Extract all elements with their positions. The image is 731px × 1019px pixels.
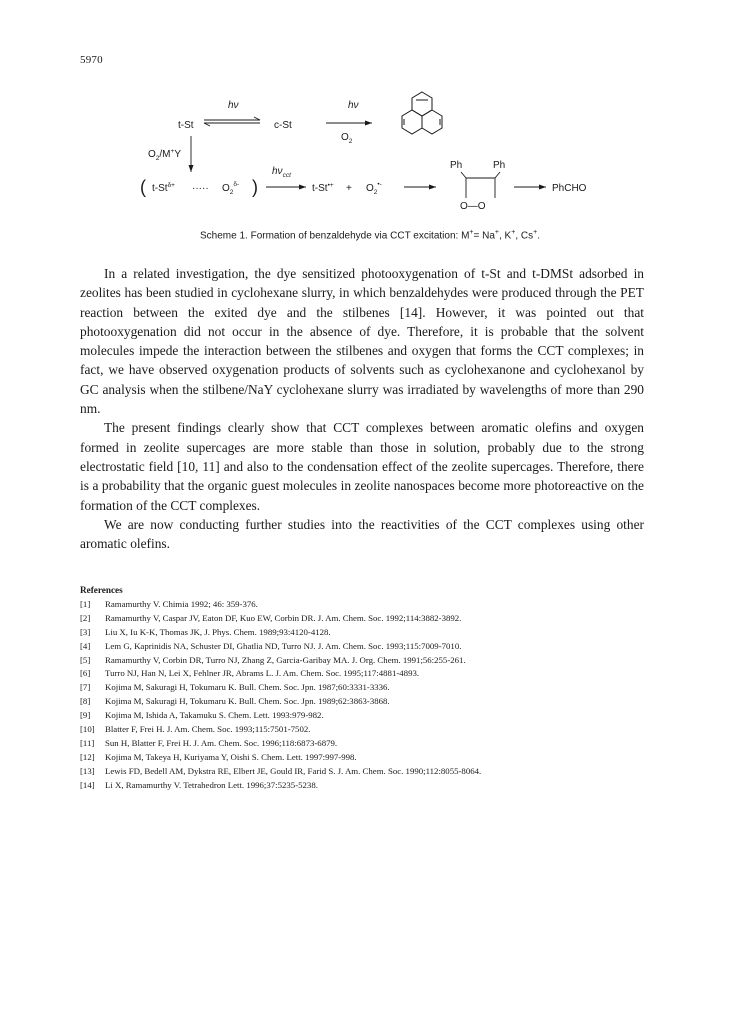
reference-item: [13] Lewis FD, Bedell AM, Dykstra RE, Elbert JE, Gould IR, Farid S. J. Am. Chem. Soc. 1990;112:8055-8064. [80,765,482,776]
reference-item: [4] Lem G, Kaprinidis NA, Schuster DI, Ghatlia ND, Turro NJ. J. Am. Chem. Soc. 1993;115:7009-7010. [80,640,462,651]
reference-item: [5] Ramamurthy V, Corbin DR, Turro NJ, Zhang Z, Garcia-Garibay MA. J. Org. Chem. 1991;56:255-261. [80,654,466,665]
paragraph-3: We are now conducting further studies into the reactivities of the CCT complexes using other aromatic olefins. [80,516,644,552]
paragraph-1: In a related investigation, the dye sensitized photooxygenation of t-St and t-DMSt adsorbed in zeolites has been studied in cyclohexane slurry, in which benzaldehydes were produced through the PET reaction between the exited dye and the stilbenes [14]. However, it was pointed out that photooxygenation did not occur in the absence of dye. Therefore, it is probable that the solvent molecules impede the interaction between the stilbenes and oxygen that forms the CCT complexes; in fact, we have observed oxygenation products of solvents such as cyclohexanone and cyclohexanol by GC analysis when the stilbene/NaY cyclohexane slurry was irradiated by wavelengths of more than 290 nm. [80,266,644,417]
reference-item: [1] Ramamurthy V. Chimia 1992; 46: 359-376. [80,598,258,609]
reference-item: [12] Kojima M, Takeya H, Kuriyama Y, Oishi S. Chem. Lett. 1997:997-998. [80,751,357,762]
dioxetane-oxygens: O—O [460,201,486,212]
reference-item: [9] Kojima M, Ishida A, Takamuku S. Chem. Lett. 1993:979-982. [80,710,324,721]
zeolite-label: $O_2/M^+Y$ [148,148,181,162]
o2-label-1: $O_2$ [341,132,353,145]
t-st-label: t-St [178,120,194,131]
body-text [80,264,644,553]
reference-item: [14] Li X, Ramamurthy V. Tetrahedron Lett. 1996;37:5235-5238. [80,779,318,790]
close-paren: ) [252,177,258,197]
reference-item: [2] Ramamurthy V, Caspar JV, Eaton DF, Kuo EW, Corbin DR. J. Am. Chem. Soc. 1992;114:3882-3892. [80,612,462,623]
complex-o2: $O_2^{\delta-}$ [222,181,240,196]
complex-dots: ····· [192,183,209,194]
ph-right-label: Ph [493,160,506,171]
product-label: PhCHO [552,183,587,194]
reference-item: [8] Kojima M, Sakuragi H, Tokumaru K. Bull. Chem. Soc. Jpn. 1989;62:3863-3868. [80,696,390,707]
hv-label-1: hν [228,100,239,111]
page-number: 5970 [80,54,103,66]
open-paren: ( [140,177,146,197]
phenanthrene-structure [402,92,442,134]
reaction-scheme [130,92,610,252]
reference-item: [6] Turro NJ, Han N, Lei X, Fehlner JR, Abrams L. J. Am. Chem. Soc. 1995;117:4881-4893. [80,668,420,679]
complex-t-st: $t-St^{\delta+}$ [152,182,175,194]
reference-item: [3] Liu X, Iu K-K, Thomas JK, J. Phys. Chem. 1989;93:4120-4128. [80,626,331,637]
ph-left-label: Ph [450,160,463,171]
references-heading: References [80,585,123,595]
radical-t-st: t-St•+ [312,182,334,194]
reference-item: [7] Kojima M, Sakuragi H, Tokumaru K. Bull. Chem. Soc. Jpn. 1987;60:3331-3336. [80,682,390,693]
reference-item: [10] Blatter F, Frei H. J. Am. Chem. Soc. 1993;115:7501-7502. [80,724,311,735]
scheme-drawing [130,92,610,222]
references-section [80,584,680,793]
scheme-caption: Scheme 1. Formation of benzaldehyde via CCT excitation: M+= Na+, K+, Cs+. [200,229,540,242]
hv-label-2: hν [348,100,359,111]
reference-list [80,598,680,793]
paragraph-2: The present findings clearly show that CCT complexes between aromatic olefins and oxygen formed in zeolite supercages are more stable than those in solution, probably due to the strong electrostatic field [10, 11] and also to the condensation effect of the zeolite supercages. Therefore, there is a probability that the organic guest molecules in zeolite nanospaces become more photoreactive on the formation of the CCT complexes. [80,420,644,513]
reference-item: [11] Sun H, Blatter F, Frei H. J. Am. Chem. Soc. 1996;118:6873-6879. [80,737,338,748]
c-st-label: c-St [274,120,292,131]
plus-sign: + [346,183,352,194]
radical-o2: $O_2^{•-}$ [366,181,382,196]
hv-cct-label: $h\nu_{cct}$ [272,166,291,179]
dioxetane-ring [461,172,500,198]
